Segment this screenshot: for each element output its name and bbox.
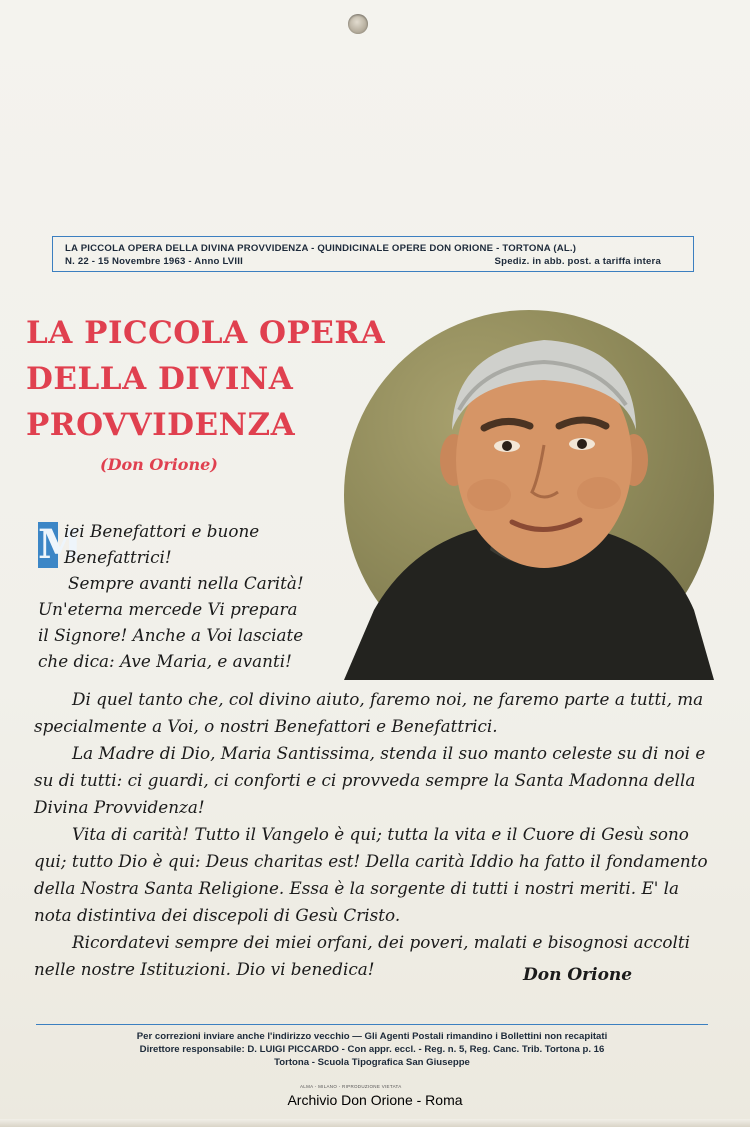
title-line-2: DELLA DIVINA [26,361,294,397]
title-line-3: PROVVIDENZA [26,407,296,443]
footer-line-2: Direttore responsabile: D. LUIGI PICCARDO - Con appr. eccl. - Reg. n. 5, Reg. Canc. Trib. Tortona p. 16 [139,1044,605,1055]
body-paragraph-2: La Madre di Dio, Maria Santissima, stenda il suo manto celeste su di noi e su di tutti: ci guardi, ci conforti e ci provveda sempre la Santa Madonna della Divina Provvidenza! [34,743,706,817]
footer-notes [36,1030,708,1069]
priest-portrait-illustration [344,310,714,680]
masthead-box [52,236,694,272]
letter-intro [38,518,308,674]
body-paragraph-3: Vita di carità! Tutto il Vangelo è qui; tutta la vita e il Cuore di Gesù sono qui; tutto Dio è qui: Deus charitas est! Della carità Iddio ha fatto il fondamento della Nostra Santa Religione. Essa è la sorgente di tutti i nostri meriti. E' la nota distintiva dei discepoli di Gesù Cristo. [34,824,708,925]
greeting: iei Benefattori e buone Benefattrici! [64,521,260,567]
hanging-hole [348,14,368,34]
title-line-1: LA PICCOLA OPERA [26,315,386,351]
footer-line-3: Tortona - Scuola Tipografica San Giuseppe [274,1057,470,1068]
drop-cap: M [38,521,83,568]
body-paragraph-4: Ricordatevi sempre dei miei orfani, dei poveri, malati e bisognosi accolti nelle nostre Istituzioni. Dio vi benedica! [34,932,690,979]
footer-line-1: Per correzioni inviare anche l'indirizzo vecchio — Gli Agenti Postali rimandino i Bollettini non recapitati [136,1031,608,1042]
letter-body [34,686,714,983]
printer-note: ALMA - MILANO - RIPRODUZIONE VIETATA [300,1084,402,1089]
page-subtitle: (Don Orione) [100,455,218,474]
masthead-line-1: LA PICCOLA OPERA DELLA DIVINA PROVVIDENZA - QUINDICINALE OPERE DON ORIONE - TORTONA (AL.) [65,243,577,254]
archive-caption: Archivio Don Orione - Roma [287,1092,463,1108]
signature: Don Orione [523,965,633,985]
body-paragraph-1: Di quel tanto che, col divino aiuto, faremo noi, ne faremo parte a tutti, ma specialmente a Voi, o nostri Benefattori e Benefattrici. [34,689,704,736]
footer-rule [36,1024,708,1025]
portrait-photo [344,310,714,680]
page-edge [0,1119,750,1127]
masthead-issue: N. 22 - 15 Novembre 1963 - Anno LVIII [65,256,244,267]
intro-paragraph: Sempre avanti nella Carità! Un'eterna mercede Vi prepara il Signore! Anche a Voi lasciate che dica: Ave Maria, e avanti! [38,573,304,671]
masthead-postage: Spediz. in abb. post. a tariffa intera [494,256,661,267]
